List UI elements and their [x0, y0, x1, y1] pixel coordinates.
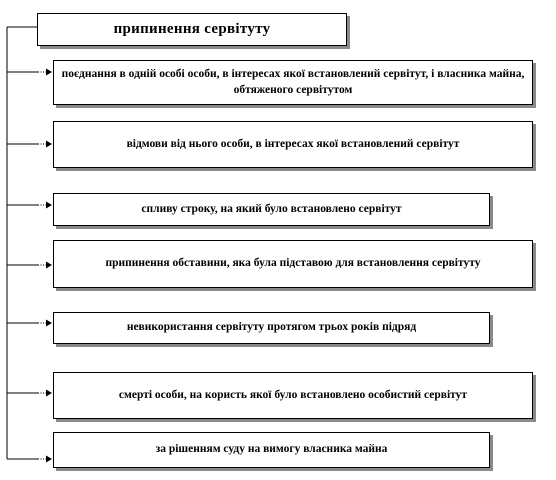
branch-5	[7, 320, 52, 327]
branch-6	[7, 390, 52, 397]
branch-7	[7, 456, 52, 463]
item-text-2: відмови від нього особи, в інтересах якої встановлений сервітут	[126, 137, 460, 150]
item-text-3: спливу строку, на який було встановлено сервітут	[141, 202, 402, 215]
item-box-3	[53, 193, 490, 226]
item-text-4: припинення обставини, яка була підставою для встановлення сервітуту	[105, 257, 481, 270]
branch-1	[7, 69, 52, 76]
branch-4	[7, 262, 52, 269]
branch-3	[7, 202, 52, 209]
item-box-4	[53, 240, 533, 288]
branch-2	[7, 141, 52, 148]
item-text-5: невикористання сервітуту протягом трьох років підряд	[126, 321, 417, 334]
item-box-1	[53, 60, 533, 105]
item-text-7: за рішенням суду на вимогу власника майна	[155, 443, 388, 456]
title-box	[37, 13, 347, 46]
item-box-7	[53, 432, 490, 468]
item-box-2	[53, 121, 533, 168]
item-box-5	[53, 312, 490, 344]
item-box-6	[53, 372, 533, 419]
title-text: припинення сервітуту	[113, 21, 271, 38]
item-text-6: смерті особи, на користь якої було встановлено особистий сервітут	[118, 388, 468, 401]
item-text-1: поєднання в одній особі особи, в інтересах якої встановлений сервітут, і власника майна, обтяженого сервітутом	[61, 67, 525, 96]
